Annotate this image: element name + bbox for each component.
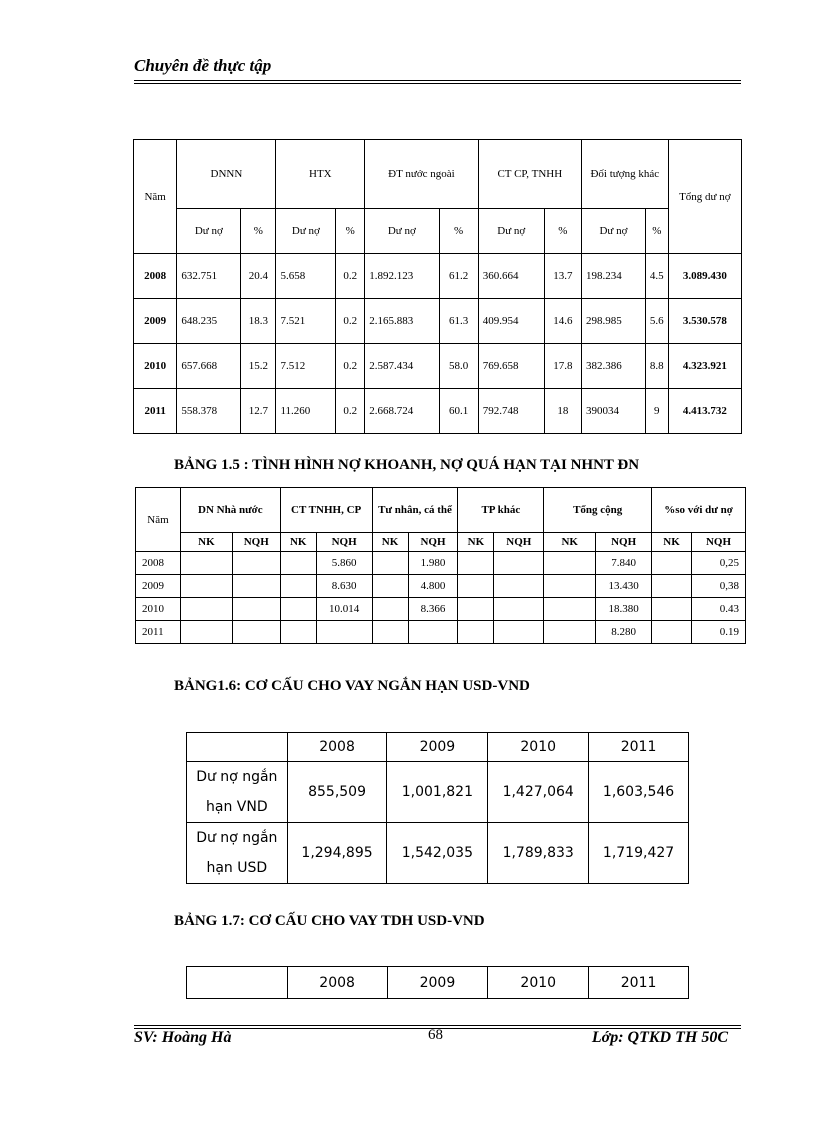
total-cell: 4.323.921: [668, 344, 741, 389]
cell: [494, 621, 544, 644]
cell: 0.2: [336, 299, 365, 344]
year-cell: 2008: [134, 254, 177, 299]
cell: [180, 598, 232, 621]
row-label-line: hạn USD: [206, 860, 268, 876]
cell: [544, 552, 596, 575]
year-cell: 2009: [136, 575, 181, 598]
row-label-line: Dư nợ ngắn: [196, 830, 278, 846]
caption-bang-1-6: BẢNG1.6: CƠ CẤU CHO VAY NGẮN HẠN USD-VND: [174, 678, 530, 694]
cell: 61.3: [439, 299, 478, 344]
cell: 1,603,546: [589, 762, 689, 823]
year-header: 2011: [589, 733, 689, 762]
row-label: [187, 762, 288, 823]
cell: [232, 621, 280, 644]
group-header: Đối tượng khác: [581, 140, 668, 209]
caption-bang-1-5: BẢNG 1.5 : TÌNH HÌNH NỢ KHOANH, NỢ QUÁ HẠN TẠI NHNT ĐN: [174, 457, 640, 473]
cell: [458, 621, 494, 644]
cell: [652, 575, 692, 598]
cell: 15.2: [241, 344, 276, 389]
row-label: [187, 823, 288, 884]
cell: 7.840: [596, 552, 652, 575]
row-label-line: Dư nợ ngắn: [196, 769, 278, 785]
cell: [280, 598, 316, 621]
cell: 7.521: [276, 299, 336, 344]
cell: [232, 575, 280, 598]
footer-rule: [134, 1025, 741, 1026]
year-header: 2011: [589, 967, 689, 999]
cell: [372, 552, 408, 575]
year-header: 2009: [387, 967, 488, 999]
cell: [494, 552, 544, 575]
sub-header: NQH: [408, 533, 458, 552]
cell: 1,789,833: [488, 823, 589, 884]
sub-header: Dư nợ: [276, 209, 336, 254]
cell: 1,427,064: [488, 762, 589, 823]
cell: [372, 598, 408, 621]
group-header: Tổng cộng: [544, 488, 652, 533]
cell: 58.0: [439, 344, 478, 389]
cell: 1,294,895: [287, 823, 387, 884]
cell: [652, 621, 692, 644]
cell: [180, 552, 232, 575]
cell: 1,001,821: [387, 762, 488, 823]
cell: 17.8: [544, 344, 581, 389]
cell: 20.4: [241, 254, 276, 299]
cell: [372, 575, 408, 598]
col-nam-header: Năm: [136, 488, 181, 552]
cell: 382.386: [581, 344, 645, 389]
cell: [280, 552, 316, 575]
table-cho-vay-ngan-han: [186, 732, 689, 884]
table-row: [134, 344, 742, 389]
cell: 648.235: [177, 299, 241, 344]
cell: [180, 575, 232, 598]
cell: 5.658: [276, 254, 336, 299]
year-cell: 2010: [136, 598, 181, 621]
year-cell: 2009: [134, 299, 177, 344]
sub-header: NK: [652, 533, 692, 552]
table-row: [134, 254, 742, 299]
total-cell: 3.089.430: [668, 254, 741, 299]
header-title: Chuyên đề thực tập: [134, 56, 272, 75]
sub-header: %: [544, 209, 581, 254]
cell: 12.7: [241, 389, 276, 434]
cell: 298.985: [581, 299, 645, 344]
sub-header: %: [645, 209, 668, 254]
sub-header: NQH: [316, 533, 372, 552]
cell: 14.6: [544, 299, 581, 344]
page-number: 68: [428, 1027, 443, 1043]
cell: 0,38: [692, 575, 746, 598]
sub-header: NK: [280, 533, 316, 552]
group-header: CT CP, TNHH: [478, 140, 581, 209]
sub-header: Dư nợ: [365, 209, 439, 254]
cell: [458, 598, 494, 621]
year-cell: 2011: [136, 621, 181, 644]
cell: 2.165.883: [365, 299, 439, 344]
cell: [652, 552, 692, 575]
cell: [494, 598, 544, 621]
cell: 5.6: [645, 299, 668, 344]
header-rule: [134, 80, 741, 81]
empty-corner-cell: [187, 967, 288, 999]
group-header: %so với dư nợ: [652, 488, 746, 533]
cell: 18.3: [241, 299, 276, 344]
footer-student: SV: Hoàng Hà: [134, 1029, 232, 1046]
table-row: [187, 762, 689, 823]
cell: 1.980: [408, 552, 458, 575]
sub-header: NK: [372, 533, 408, 552]
group-header: DNNN: [177, 140, 276, 209]
cell: [316, 621, 372, 644]
group-header: HTX: [276, 140, 365, 209]
cell: 792.748: [478, 389, 544, 434]
cell: [494, 575, 544, 598]
group-header: CT TNHH, CP: [280, 488, 372, 533]
cell: 13.430: [596, 575, 652, 598]
table-row: [136, 598, 746, 621]
sub-header: Dư nợ: [177, 209, 241, 254]
sub-header: %: [241, 209, 276, 254]
cell: 61.2: [439, 254, 478, 299]
cell: 0.2: [336, 254, 365, 299]
cell: [652, 598, 692, 621]
year-cell: 2008: [136, 552, 181, 575]
sub-header: Dư nợ: [581, 209, 645, 254]
sub-header: NK: [180, 533, 232, 552]
cell: 18: [544, 389, 581, 434]
sub-header: NK: [458, 533, 494, 552]
header-rule-secondary: [134, 83, 741, 84]
cell: [232, 598, 280, 621]
sub-header: NQH: [596, 533, 652, 552]
cell: 0.2: [336, 344, 365, 389]
cell: [544, 575, 596, 598]
cell: 558.378: [177, 389, 241, 434]
cell: 1,542,035: [387, 823, 488, 884]
footer-class: Lớp: QTKD TH 50C: [591, 1029, 728, 1046]
cell: [280, 621, 316, 644]
table-row: [134, 389, 742, 434]
sub-header: NK: [544, 533, 596, 552]
table-row: [134, 299, 742, 344]
sub-header: %: [336, 209, 365, 254]
empty-corner-cell: [187, 733, 288, 762]
sub-header: %: [439, 209, 478, 254]
year-cell: 2011: [134, 389, 177, 434]
cell: [544, 598, 596, 621]
table-no-khoanh-no-qua-han: [135, 487, 746, 644]
cell: 0.19: [692, 621, 746, 644]
cell: [458, 552, 494, 575]
year-header: 2009: [387, 733, 488, 762]
cell: 0.43: [692, 598, 746, 621]
cell: [180, 621, 232, 644]
cell: 2.587.434: [365, 344, 439, 389]
cell: 13.7: [544, 254, 581, 299]
cell: 1,719,427: [589, 823, 689, 884]
cell: 8.366: [408, 598, 458, 621]
cell: 1.892.123: [365, 254, 439, 299]
row-label-line: hạn VND: [206, 799, 268, 815]
cell: [408, 621, 458, 644]
cell: 8.630: [316, 575, 372, 598]
cell: 8.280: [596, 621, 652, 644]
table-row: [136, 575, 746, 598]
year-header: 2008: [287, 967, 387, 999]
table-cho-vay-trung-dai-han: [186, 966, 689, 999]
group-header: ĐT nước ngoài: [365, 140, 479, 209]
cell: [458, 575, 494, 598]
cell: 8.8: [645, 344, 668, 389]
cell: 632.751: [177, 254, 241, 299]
sub-header: NQH: [232, 533, 280, 552]
cell: 198.234: [581, 254, 645, 299]
total-cell: 3.530.578: [668, 299, 741, 344]
cell: 7.512: [276, 344, 336, 389]
sub-header: Dư nợ: [478, 209, 544, 254]
cell: 9: [645, 389, 668, 434]
table-row: [187, 823, 689, 884]
cell: 18.380: [596, 598, 652, 621]
cell: [544, 621, 596, 644]
table-du-no-theo-doi-tuong: [133, 139, 742, 434]
cell: 0,25: [692, 552, 746, 575]
cell: 0.2: [336, 389, 365, 434]
total-cell: 4.413.732: [668, 389, 741, 434]
year-header: 2010: [488, 733, 589, 762]
group-header: DN Nhà nước: [180, 488, 280, 533]
col-nam-header: Năm: [134, 140, 177, 254]
cell: 657.668: [177, 344, 241, 389]
group-header: Tư nhân, cá thể: [372, 488, 458, 533]
group-header: TP khác: [458, 488, 544, 533]
cell: [232, 552, 280, 575]
sub-header: NQH: [692, 533, 746, 552]
cell: [372, 621, 408, 644]
total-header: Tổng dư nợ: [668, 140, 741, 254]
cell: 2.668.724: [365, 389, 439, 434]
table-row: [136, 552, 746, 575]
sub-header: NQH: [494, 533, 544, 552]
cell: 390034: [581, 389, 645, 434]
year-header: 2010: [488, 967, 589, 999]
table-row: [136, 621, 746, 644]
cell: 4.5: [645, 254, 668, 299]
cell: 11.260: [276, 389, 336, 434]
cell: 4.800: [408, 575, 458, 598]
cell: 360.664: [478, 254, 544, 299]
cell: 409.954: [478, 299, 544, 344]
year-header: 2008: [287, 733, 387, 762]
cell: 60.1: [439, 389, 478, 434]
cell: [280, 575, 316, 598]
caption-bang-1-7: BẢNG 1.7: CƠ CẤU CHO VAY TDH USD-VND: [174, 913, 485, 929]
year-cell: 2010: [134, 344, 177, 389]
cell: 10.014: [316, 598, 372, 621]
cell: 769.658: [478, 344, 544, 389]
cell: 5.860: [316, 552, 372, 575]
cell: 855,509: [287, 762, 387, 823]
